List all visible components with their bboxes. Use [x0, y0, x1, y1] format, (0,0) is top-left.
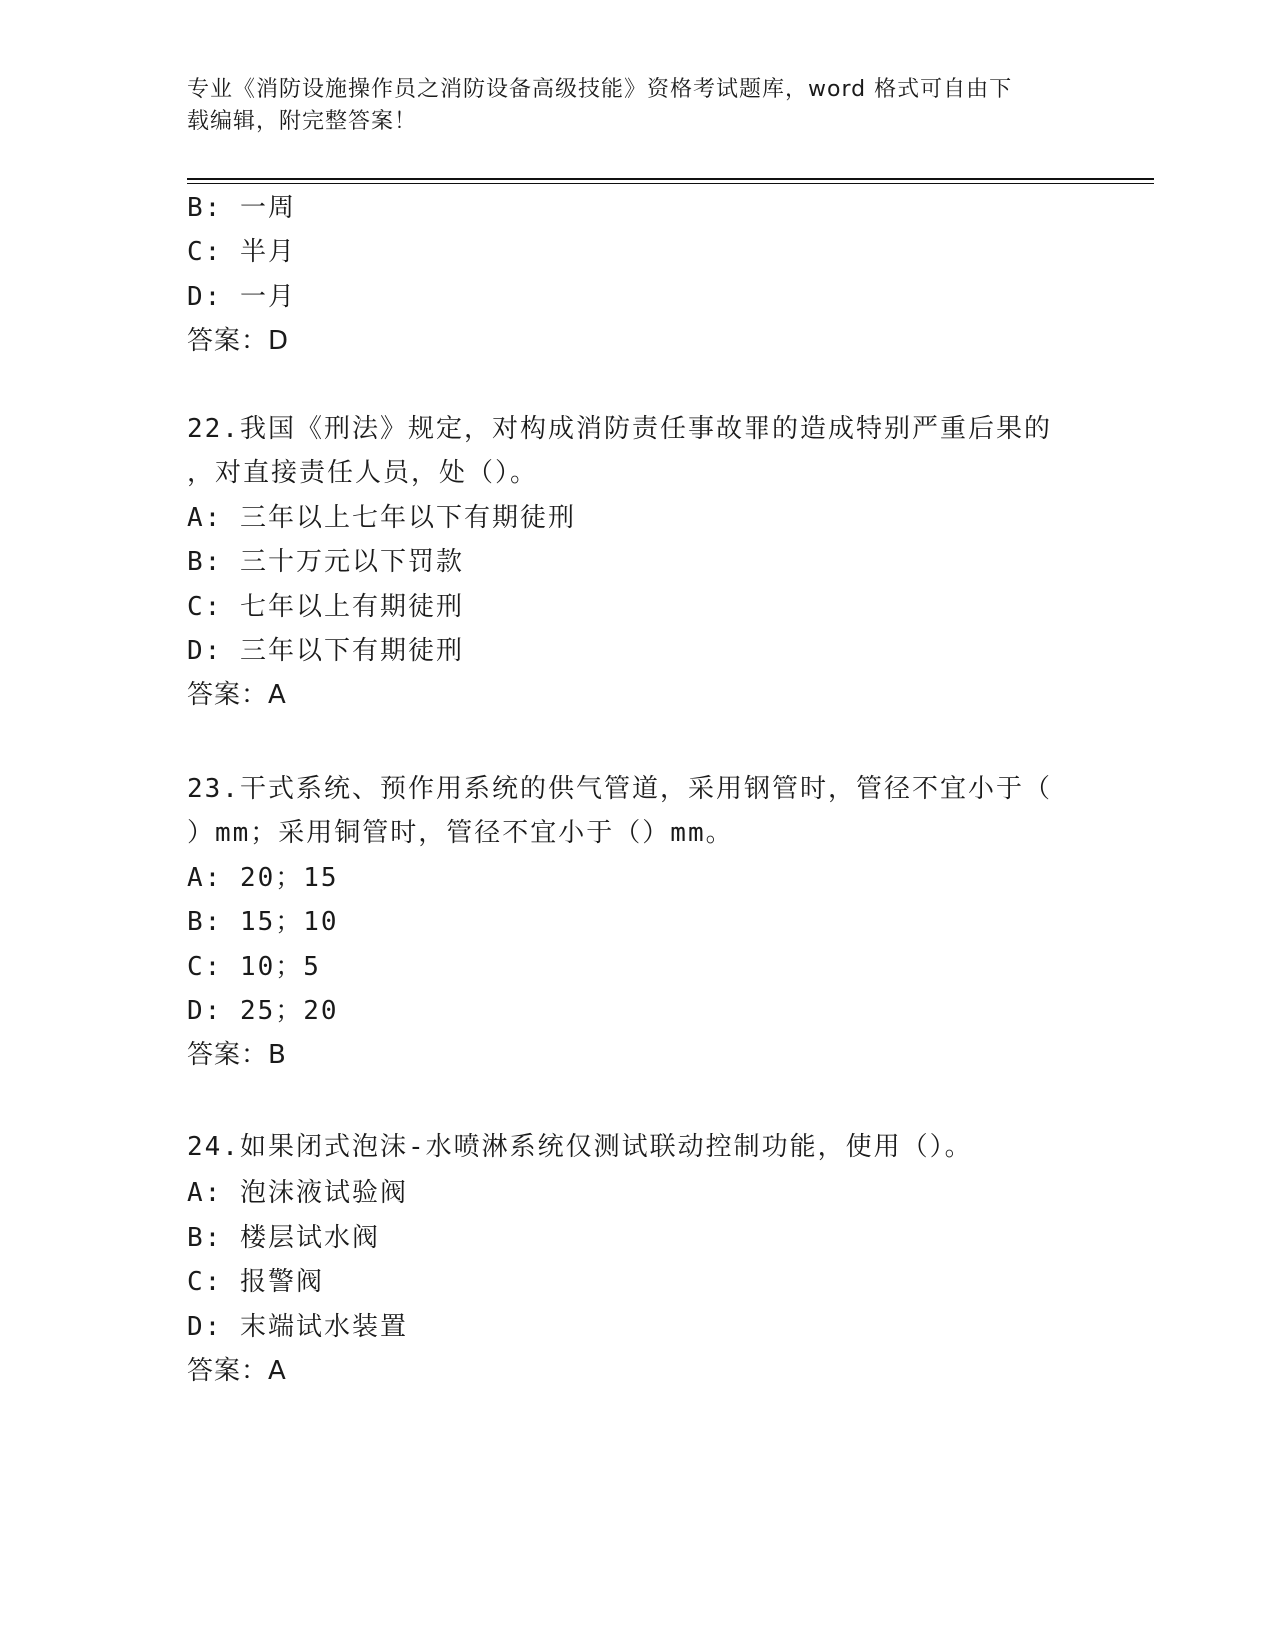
q22-answer: 答案：A — [187, 680, 287, 710]
q23-option-d: D: 25；20 — [187, 996, 339, 1026]
prev-option-b: B: 一周 — [187, 193, 296, 223]
header-divider-thick — [187, 178, 1154, 180]
q22-option-a: A: 三年以上七年以下有期徒刑 — [187, 503, 576, 533]
q24-option-d: D: 末端试水装置 — [187, 1312, 408, 1342]
prev-answer: 答案：D — [187, 326, 290, 356]
q22-option-c: C: 七年以上有期徒刑 — [187, 592, 464, 622]
document-header — [187, 74, 1087, 138]
q23-option-a: A: 20；15 — [187, 863, 339, 893]
header-divider-thin — [187, 183, 1154, 184]
q22-option-b: B: 三十万元以下罚款 — [187, 547, 464, 577]
q23-stem-line-1: 23.干式系统、预作用系统的供气管道，采用钢管时，管径不宜小于（ — [187, 774, 1052, 804]
header-line-2: 载编辑，附完整答案！ — [187, 109, 418, 134]
prev-option-c: C: 半月 — [187, 237, 296, 267]
q24-option-a: A: 泡沫液试验阀 — [187, 1178, 408, 1208]
q24-option-b: B: 楼层试水阀 — [187, 1223, 380, 1253]
q23-option-b: B: 15；10 — [187, 907, 339, 937]
q24-stem-line-1: 24.如果闭式泡沫-水喷淋系统仅测试联动控制功能，使用（）。 — [187, 1132, 973, 1162]
q22-stem-line-2: ，对直接责任人员，处（）。 — [187, 458, 539, 488]
q22-stem-line-1: 22.我国《刑法》规定，对构成消防责任事故罪的造成特别严重后果的 — [187, 414, 1052, 444]
q22-option-d: D: 三年以下有期徒刑 — [187, 636, 464, 666]
header-line-1: 专业《消防设施操作员之消防设备高级技能》资格考试题库，word 格式可自由下 — [187, 77, 1013, 102]
q24-answer: 答案：A — [187, 1356, 287, 1386]
q23-option-c: C: 10；5 — [187, 952, 321, 982]
q23-answer: 答案：B — [187, 1040, 287, 1070]
q24-option-c: C: 报警阀 — [187, 1267, 324, 1297]
q23-stem-line-2: ）mm；采用铜管时，管径不宜小于（）mm。 — [187, 818, 734, 848]
prev-option-d: D: 一月 — [187, 282, 296, 312]
